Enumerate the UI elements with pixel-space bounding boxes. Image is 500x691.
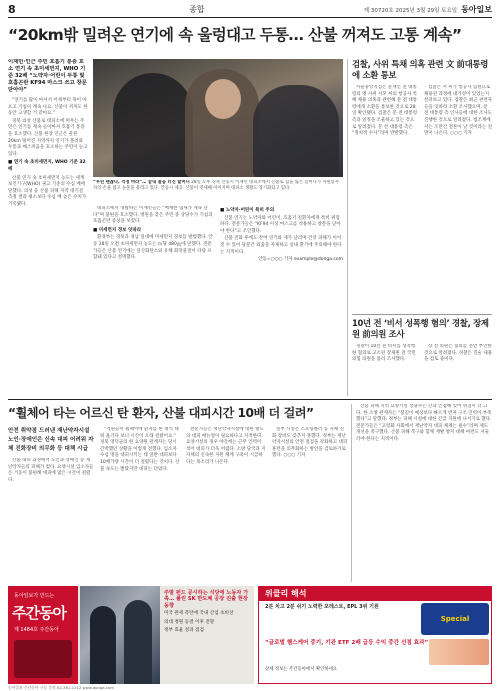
second-article-col-b (100, 427, 180, 582)
article-paragraph: 검찰은 서 씨가 항공사 임원으로 채용된 과정에 대가성이 있었는지 살펴보고 있다. 검찰은 최근 관련자들을 잇따라 소환 조사했으며, 문 전 대통령 측 인사들에 대한 조사도 진행한 것으로 알려졌다. 법조계에서는 조만간 결론이 날 것이라는 전망이 나온다. ○○○ 기자 (424, 85, 492, 137)
article-paragraph: 경찰이 10년 전 비서를 성폭행한 혐의로 고소된 장제원 전 국민의힘 의원을 불러 조사했다. (352, 344, 416, 363)
article-paragraph: 장 전 의원은 혐의를 전면 부인한 것으로 알려졌다. 경찰은 진술 내용을 검토 중이다. (424, 344, 492, 363)
article-subhead: ■ 연기 속 초미세먼지, WHO 기준 32배 (8, 160, 86, 172)
article-paragraph: 산불 대피 과정에서 노인과 장애인 등 재난약자들의 피해가 컸다. 요양시설 입소자들은 거동이 불편해 대피에 많은 시간이 걸렸다. (8, 458, 94, 483)
main-article-col-a (8, 59, 88, 395)
article-paragraph: 경북 의성 산불로 대피소에 머무는 주민은 연기를 계속 들이마셔 호흡기 통증을 호소했다. 산불 현장 인근은 물론 20km 떨어진 지역까지 연기가 몰려와 두통과 메스꺼움을 호소하는 주민이 늘고 있다. (8, 118, 88, 157)
main-headline: “20km밖 밀려온 연기에 속 울렁대고 두통… 산불 꺼져도 고통 계속” (8, 26, 462, 44)
article-subhead: ■ 노약자·어린이 특히 주의 (220, 208, 275, 213)
photo-caption-text: 28일 오후 경북 안동시 이재민 대피소에서 산불로 집을 잃은 할머니가 자원봉사자의 손을 잡고 눈물을 흘리고 있다. 안동시 제공. 산불이 엿새째 이어지며 대피소 생활도 장기화되고 있다. (93, 180, 339, 191)
sidebar-divider (352, 314, 492, 315)
second-article-col-a (8, 458, 94, 582)
health-ad-special-badge: Special (421, 603, 489, 635)
ad-issue-note: 제 1484호 주간동아 (14, 627, 59, 633)
main-article-col-c (93, 206, 215, 394)
masthead (8, 2, 492, 18)
ad-brand-panel (8, 586, 78, 684)
ad-headline-item: 의대 정원 동결 이후 전망 (164, 619, 215, 625)
weekly-donga-ad[interactable] (8, 586, 254, 684)
magazine-cover-icon (14, 640, 72, 678)
page-footer: 동아일보 주간동아 구독 문의 02-361-1212 www.donga.com (8, 685, 114, 690)
ad-headline-list (164, 590, 252, 636)
side-story-1-col-1 (352, 85, 418, 311)
health-ad[interactable] (258, 586, 492, 684)
photo-face (205, 79, 241, 119)
column-divider (351, 404, 352, 582)
second-headline: “휠체어 타는 어르신 탄 환자, 산불 대피시간 10배 더 걸려” (8, 406, 314, 420)
ad-headline-item: 주말 펀드 공시하는 식당에 노동자 가족… 풀린 SK 반도체 공장 진출 현장 동향 (164, 590, 249, 609)
second-article-col-d (272, 427, 348, 582)
health-ad-quote: “글로벌 헬스케어 중기, 기관 ETF 2배 급등 수익 중간 선점 효과” (265, 640, 429, 646)
article-paragraph: 서울중앙지검은 문재인 전 대통령의 옛 사위 서모 씨의 항공사 특혜 채용 의혹과 관련해 문 전 대통령에게 소환을 통보한 것으로 28일 확인됐다. 검찰은 문 전 대통령 측과 일정을 조율하고 있는 것으로 알려졌다. 문 전 대통령 측은 “정치적 수사”라며 반발했다. (352, 85, 418, 137)
second-article-col-c (186, 427, 266, 582)
article-paragraph: 대피소에서 생활하는 이재민들은 “매캐한 냄새가 계속 난다”며 불편을 호소했다. 병원을 찾은 주민 중 상당수가 기침과 호흡곤란 증상을 보였다. (93, 206, 213, 225)
article-paragraph: 전문가들은 재난약자시설에 대한 별도의 대피 매뉴얼이 필요하다고 지적한다. 요양시설의 경우 야간에는 근무 인력이 적어 대피가 더욱 어렵다. 소방 당국과 지자체의 신속한 지원 체계 구축이 시급하다는 목소리가 나온다. (186, 427, 266, 465)
article-paragraph: “연기를 많이 마셔서 어제부터 목이 아프고 기침이 계속 나요. 산불이 꺼져도 한동안 고생할 거 같아요.” (8, 98, 88, 117)
health-ad-image (429, 639, 489, 665)
photo-figure-right (253, 85, 339, 177)
column-divider (347, 59, 348, 396)
article-paragraph: 산불 연기는 노약자와 어린이, 호흡기 질환자에게 특히 위험하다. 전문가들은 “KF94 이상 마스크를 착용하고 창문을 닫아야 한다”고 조언했다. (220, 215, 341, 234)
health-ad-title: 위클리 해석 (259, 587, 492, 601)
ad-kicker: 동아일보가 만드는 (14, 593, 55, 599)
main-photo (93, 59, 343, 177)
ad-photo-person (124, 600, 152, 684)
ad-photo (80, 586, 160, 684)
second-subheadline: 안전 취약점 드러낸 재난약자시설 노인·장애인은 신속 대피 어려워 자체 진화장비 의무화 등 대책 시급 (8, 428, 94, 452)
health-ad-footnote: 상세 정보는 주간동아에서 확인하세요 (265, 667, 338, 672)
side-story-2-col-2 (424, 344, 492, 396)
health-ad-subtitle: 2분 치고 2분 쉬기 노력한 포테스트, EPL 3위 기원 (265, 604, 379, 610)
article-paragraph: 일부 시설은 스프링클러 등 자체 진화 장비도 갖추지 못했다. 정부는 재난약자시설의 안전 점검을 강화하고 대피 훈련을 의무화하는 방안을 검토하기로 했다. ○○○ 기자 (272, 427, 348, 459)
ad-title: 주간동아 (12, 604, 66, 622)
main-article-col-d (220, 206, 343, 394)
second-article-col-e (356, 404, 492, 582)
photo-figure-left (113, 73, 193, 177)
article-paragraph: 산불 진화 후에도 잔여 연기와 재가 날리며 건강 피해가 이어질 수 있어 당분간 외출을 자제하고 실내 환기에 주의해야 한다는 지적이다. (220, 236, 342, 255)
section-name: 종합 (189, 5, 205, 14)
section-divider (8, 399, 492, 400)
side-story-2-col-1 (352, 344, 418, 396)
ad-headline-item: 정부 효율 성과 점검 (164, 628, 204, 634)
ad-headline-item: 미국 관세 폭탄에 국내 산업 초비상 (164, 611, 234, 617)
ad-photo-person (90, 606, 116, 684)
article-paragraph: 환경부는 경북과 경남 일대에 미세먼지 경보를 발령했다. 안동 28일 오전 초미세먼지 농도는 ㎥당 480㎍에 달했다. 전문가들은 산불 연기에는 일산화탄소와 유해 화학물질이 다량 포함돼 있다고 설명했다. (93, 235, 213, 261)
article-paragraph: 산불 피해 지역 요양시설 상당수는 산과 인접해 있어 위험이 더 크다. 한 소방 관계자는 “불길이 예상보다 빠르게 번져 구조 인력이 부족했다”고 말했다. 정부는 피해 시설에 대한 긴급 지원에 나서기로 했다. 전문가들은 “고령화 사회에서 재난약자 대피 체계는 필수”라며 제도 개선을 촉구했다. 산불 피해 복구와 함께 재발 방지 대책 마련도 서둘러야 한다는 지적이다. (356, 404, 492, 442)
issue-date: 제 30720호 2025년 3월 29일 토요일 (363, 7, 458, 14)
side-story-2-title: 10년 전 ‘비서 성폭행 혐의’ 경찰, 장제원 前의원 조사 (352, 318, 489, 339)
side-story-1-title: 검찰, 사위 특채 의혹 관련 文 前대통령에 소환 통보 (352, 59, 488, 80)
lead-kicker: 이재민·인근 주민 호흡기 통증 호소 연기 속 초미세먼지, WHO 기준 32배 “노약자·어린이 두통 및 호흡곤란 KF94 마스크 쓰고 창문 닫아야” (8, 59, 87, 93)
page-number: 8 (8, 3, 16, 16)
photo-caption (93, 180, 343, 202)
article-byline: 안동=○○○ 기자 example@donga.com (258, 257, 343, 263)
photo-caption-title: “우린 괜찮다, 걱정 마라”… 끝내 울음 터진 할머니 (93, 180, 190, 185)
side-story-1-col-2 (424, 85, 492, 311)
article-subhead: ■ 미세먼지 경보 잇따라 (93, 227, 142, 233)
article-paragraph: “직원들이 휠체어에 환자를 한 명씩 태워 옮기다 보니 시간이 오래 걸렸어요.” 경북 영덕군의 한 요양원 관계자는 당시 긴박했던 상황을 이렇게 전했다. 입소자 수십 명을 대피시키는 데 일반 대피보다 10배가량 시간이 더 걸렸다는 것이다. 산불 속도는 빨랐지만 대피는 더뎠다. (100, 427, 180, 472)
article-paragraph: 산불 연기 속 초미세먼지 농도는 세계보건기구(WHO) 권고 기준의 수십 배에 달했다. 의성 등 산불 피해 지역 대기질 측정 결과 평소보다 수십 배 높은 수치가 기록됐다. (8, 175, 87, 207)
paper-logo: 동아일보 (461, 4, 492, 14)
